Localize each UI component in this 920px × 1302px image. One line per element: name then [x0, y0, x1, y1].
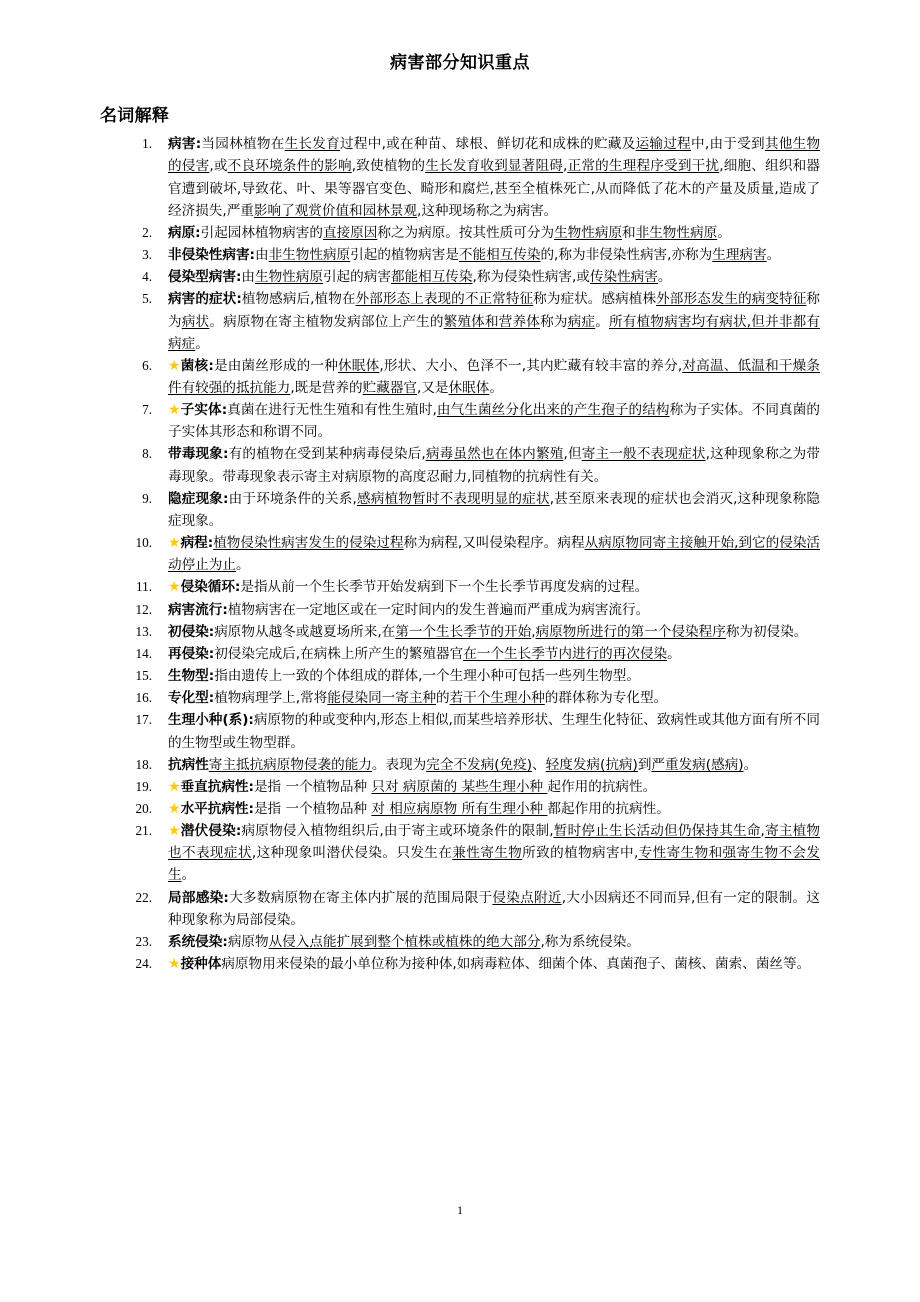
plain-text: 植物病害在一定地区或在一定时间内的发生普遍而严重成为病害流行。	[227, 601, 650, 618]
plain-text: 称之为病原。按其性质可分为	[377, 224, 555, 241]
star-icon: ★	[168, 402, 181, 419]
term-entry	[100, 687, 820, 709]
term-definition	[201, 225, 731, 241]
underlined-text: 其他生物的侵害	[168, 136, 821, 175]
term-definition	[228, 934, 640, 950]
underlined-text: 专性寄生物和强寄生物不会发生	[168, 845, 821, 884]
plain-text: 称为初侵染。	[725, 623, 808, 640]
plain-text: 初侵染完成后,在病株上所产生的繁殖器官	[214, 645, 464, 662]
plain-text: ,或	[209, 158, 228, 175]
term-label: 再侵染:	[168, 645, 215, 662]
term-label: 专化型:	[168, 690, 215, 707]
plain-text: 到	[637, 756, 652, 773]
plain-text: 引起的植物病害是	[350, 247, 459, 264]
term-entry	[100, 576, 820, 598]
underlined-text: 生长发育收到显著阻碍	[425, 158, 564, 175]
plain-text: ,	[563, 158, 568, 175]
term-label: 病害:	[168, 136, 202, 153]
underlined-text: 休眠体	[338, 357, 380, 374]
underlined-text: 能侵染同一寄主种	[327, 690, 437, 707]
underlined-text: 若干个生理小种	[449, 690, 545, 707]
plain-text: 的群体称为专化型。	[544, 690, 668, 707]
plain-text: ,	[760, 823, 765, 840]
plain-text: 称为	[168, 291, 821, 330]
star-icon: ★	[168, 956, 181, 973]
underlined-text: 不良环境条件的影响	[227, 158, 352, 175]
underlined-text: 正常的生理程序受到干扰	[567, 158, 720, 175]
plain-text: 是由菌丝形成的一种	[213, 357, 339, 374]
underlined-text: 暂时停止生长活动但仍保持其生命	[553, 823, 761, 840]
plain-text: 都起作用的抗病性。	[547, 800, 670, 817]
underlined-text: 生理病害	[712, 247, 767, 264]
plain-text: 称为	[540, 313, 568, 330]
underlined-text: 贮藏器官	[362, 380, 418, 397]
term-definition	[240, 579, 648, 595]
term-definition	[254, 801, 670, 817]
plain-text: 称为症状。感病植株	[533, 291, 657, 308]
plain-text: ,这种现象叫潜伏侵染。只发生在	[251, 845, 453, 862]
term-label: 抗病性	[168, 756, 209, 773]
plain-text: ,大小因病还不同而异,但有一定的限制。这种现象称为局部侵染。	[168, 889, 821, 928]
term-entry	[100, 798, 820, 820]
term-entry	[100, 709, 820, 753]
plain-text: ,	[531, 623, 536, 640]
plain-text: 的,称为非侵染性病害,亦称为	[540, 247, 713, 264]
underlined-text: 由气生菌丝分化出来的产生孢子的结构	[436, 402, 670, 419]
plain-text: 真菌在进行无性生殖和有性生殖时,	[227, 402, 437, 419]
plain-text: 。	[195, 335, 209, 352]
underlined-text: 从病原物同寄主接触开始,到它的侵染活动停止为止	[168, 535, 821, 574]
underlined-text: 对 相应病原物 所有生理小种	[371, 800, 548, 817]
plain-text: 起作用的抗病性。	[547, 778, 657, 795]
term-entry	[100, 953, 820, 975]
term-definition	[254, 779, 656, 795]
underlined-text: 侵染点附近	[492, 889, 562, 906]
plain-text: 。	[766, 247, 781, 264]
term-label: 潜伏侵染:	[180, 823, 242, 840]
term-label: 子实体:	[180, 402, 228, 419]
plain-text: 。	[489, 380, 503, 397]
plain-text: 病原物的种或变种内,形态上相似,而某些培养形状、生理生化特征、致病性或其他方面有所不同的生物型或生物型群。	[168, 712, 820, 751]
underlined-text: 传染性病害	[589, 269, 658, 286]
plain-text: 。	[717, 224, 731, 241]
term-entry	[100, 133, 820, 222]
term-definition	[168, 446, 820, 484]
plain-text: 称为病程,又叫侵染程序。病程	[403, 535, 585, 552]
underlined-text: 寄主一般不表现症状	[581, 446, 706, 463]
term-entry	[100, 288, 820, 354]
term-entry	[100, 599, 820, 621]
term-label: 生物型:	[168, 668, 215, 685]
underlined-text: 第一个生长季节的开始	[395, 623, 532, 640]
plain-text: 大多数病原物在寄主体内扩展的范围局限于	[228, 889, 493, 906]
term-definition	[241, 269, 671, 285]
plain-text: 由	[255, 247, 269, 264]
term-entry	[100, 754, 820, 776]
plain-text: ,甚至原来表现的症状也会消灭,这种现象称隐症现象。	[168, 490, 820, 529]
term-label: 病害的症状:	[168, 291, 242, 308]
plain-text: ,致使植物的	[351, 158, 426, 175]
underlined-text: 严重发病(感病)	[651, 756, 744, 773]
plain-text: 植物病理学上,常将	[214, 690, 328, 707]
plain-text: 由	[241, 269, 255, 286]
plain-text: ,既是营养的	[290, 380, 363, 397]
term-entry	[100, 621, 820, 643]
underlined-text: 直接原因	[322, 224, 378, 241]
term-entry	[100, 643, 820, 665]
plain-text: 所致的植物病害中,	[522, 845, 639, 862]
page-number: 1	[457, 1203, 463, 1217]
underlined-text: 非生物性病原	[635, 224, 718, 241]
term-definition	[168, 358, 820, 396]
term-entry	[100, 776, 820, 798]
plain-text: 。	[667, 645, 681, 662]
term-entry	[100, 222, 820, 244]
term-label: 局部感染:	[168, 889, 229, 906]
term-label: 接种体	[180, 956, 222, 973]
underlined-text: 繁殖体和营养体	[443, 313, 541, 330]
term-definition	[214, 646, 681, 662]
plain-text: 病原物用来侵染的最小单位称为接种体,如病毒粒体、细菌个体、真菌孢子、菌核、菌索、菌丝等。	[221, 956, 811, 973]
term-definition	[255, 247, 780, 263]
underlined-text: 休眠体	[448, 380, 490, 397]
plain-text: 是指 一个植物品种	[253, 778, 372, 795]
plain-text: 。病原物在寄主植物发病部位上产生的	[209, 313, 444, 330]
plain-text: ,形状、大小、色泽不一,其内贮藏有较丰富的养分,	[379, 357, 683, 374]
plain-text: ,这种现象称之为带毒现象。带毒现象表示寄主对病原物的高度忍耐力,同植物的抗病性有关。	[168, 446, 821, 485]
underlined-text: 在一个生长季节内进行的再次侵染	[463, 645, 668, 662]
star-icon: ★	[168, 535, 181, 552]
plain-text: 有的植物在受到某种病毒侵染后,	[228, 446, 426, 463]
underlined-text: 只对 病原菌的 某些生理小种	[371, 778, 548, 795]
term-definition	[214, 668, 640, 684]
plain-text: 。	[595, 313, 609, 330]
underlined-text: 病症	[567, 313, 596, 330]
underlined-text: 完全不发病(免疫)	[426, 756, 533, 773]
term-entry	[100, 266, 820, 288]
term-label: 病原:	[168, 224, 201, 241]
term-label: 水平抗病性:	[180, 800, 254, 817]
plain-text: 过程中,或在种苗、球根、鲜切花和成株的贮藏及	[340, 136, 636, 153]
term-entry	[100, 820, 820, 886]
underlined-text: 寄主植物也不表现症状	[168, 823, 821, 862]
plain-text: 和	[622, 224, 636, 241]
term-label: 带毒现象:	[168, 446, 229, 463]
term-definition	[168, 890, 820, 928]
term-entry	[100, 355, 820, 399]
plain-text: 的	[436, 690, 450, 707]
term-label: 病程:	[180, 535, 214, 552]
term-definition	[214, 624, 807, 640]
underlined-text: 所有植物病害均有病状,但并非都有病症	[168, 313, 821, 352]
term-label: 初侵染:	[168, 623, 215, 640]
underlined-text: 生物性病原	[554, 224, 623, 241]
underlined-text: 病状	[181, 313, 210, 330]
plain-text: ,又是	[417, 380, 449, 397]
plain-text: 引起园林植物病害的	[200, 224, 323, 241]
underlined-text: 生长发育	[284, 136, 340, 153]
plain-text: 植物感病后,植物在	[241, 291, 356, 308]
plain-text: ,称为侵染性病害,或	[472, 269, 590, 286]
term-definition	[168, 291, 820, 351]
star-icon: ★	[168, 823, 181, 840]
term-entry	[100, 488, 820, 532]
term-label: 病害流行:	[168, 601, 228, 618]
term-definition	[168, 402, 820, 440]
plain-text: 、	[532, 756, 546, 773]
term-definition	[221, 956, 810, 972]
plain-text: 病原物侵入植物组织后,由于寄主或环境条件的限制,	[241, 823, 554, 840]
plain-text: 。	[181, 867, 196, 884]
star-icon: ★	[168, 778, 181, 795]
star-icon: ★	[168, 579, 181, 596]
underlined-text: 对高温、低温和干燥条件有较强的抵抗能力	[168, 357, 821, 397]
term-entry	[100, 887, 820, 931]
plain-text: 由于环境条件的关系,	[228, 490, 357, 507]
plain-text: 。	[657, 269, 672, 286]
underlined-text: 病原物所进行的第一个侵染程序	[535, 623, 726, 640]
underlined-text: 兼性寄生物	[452, 845, 523, 862]
plain-text: ,这种现场称之为病害。	[417, 202, 558, 219]
plain-text: 中,由于受到	[691, 136, 765, 153]
term-label: 侵染循环:	[180, 579, 241, 596]
term-label: 隐症现象:	[168, 490, 229, 507]
term-label: 生理小种(系):	[168, 712, 254, 729]
plain-text: 是指从前一个生长季节开始发病到下一个生长季节再度发病的过程。	[240, 579, 649, 596]
term-label: 侵染型病害:	[168, 269, 242, 286]
underlined-text: 生物性病原	[255, 269, 323, 286]
plain-text: ,但	[563, 446, 582, 463]
plain-text: ,称为系统侵染。	[540, 933, 640, 950]
underlined-text: 病毒虽然也在体内繁殖	[425, 446, 564, 463]
term-label: 非侵染性病害:	[168, 247, 255, 264]
term-definition	[168, 136, 820, 218]
page-title: 病害部分知识重点	[390, 53, 530, 73]
underlined-text: 非生物性病原	[268, 247, 351, 264]
underlined-text: 外部形态上表现的不正常特征	[355, 291, 534, 308]
term-label: 系统侵染:	[168, 933, 228, 950]
plain-text: 引起的病害	[322, 269, 391, 286]
term-definition	[168, 823, 820, 883]
underlined-text: 不能相互传染	[458, 247, 541, 264]
term-entry	[100, 931, 820, 953]
star-icon: ★	[168, 800, 181, 817]
underlined-text: 运输过程	[635, 136, 691, 153]
term-definition	[228, 602, 649, 618]
plain-text: 。表现为	[371, 756, 427, 773]
underlined-text: 轻度发病(抗病)	[545, 756, 638, 773]
plain-text: 。	[743, 756, 758, 773]
underlined-text: 植物侵染性病害发生的侵染过程	[213, 535, 404, 552]
term-definition	[168, 712, 820, 750]
plain-text: 是指 一个植物品种	[253, 800, 372, 817]
term-entry	[100, 244, 820, 266]
term-definition	[214, 690, 667, 706]
underlined-text: 寄主抵抗病原物侵袭的能力	[208, 756, 372, 773]
underlined-text: 都能相互传染	[390, 269, 473, 286]
plain-text: 称为子实体。不同真菌的子实体其形态和称谓不同。	[168, 402, 821, 441]
term-label: 垂直抗病性:	[180, 778, 254, 795]
plain-text: 病原物	[227, 933, 269, 950]
term-definition	[168, 491, 820, 529]
plain-text: 当园林植物在	[201, 136, 285, 153]
plain-text: 病原物从越冬或越夏场所来,在	[214, 623, 396, 640]
plain-text: 。	[235, 557, 250, 574]
underlined-text: 从侵入点能扩展到整个植株或植株的绝大部分	[268, 933, 541, 950]
term-definition	[168, 535, 820, 573]
underlined-text: 影响了观赏价值和园林景观	[253, 202, 418, 219]
term-entry	[100, 665, 820, 687]
terms-list	[100, 133, 820, 975]
term-entry	[100, 532, 820, 576]
term-definition	[209, 757, 757, 773]
plain-text: ,细胞、组织和器官遭到破坏,导致花、叶、果等器官变色、畸形和腐烂,甚至全植株死亡,从而降低了花木的产量及质量,造成了经济损失,严重	[168, 158, 821, 219]
plain-text: 指由遗传上一致的个体组成的群体,一个生理小种可包括一些列生物型。	[214, 668, 640, 685]
term-entry	[100, 443, 820, 487]
term-label: 菌核:	[180, 357, 214, 374]
term-entry	[100, 399, 820, 443]
underlined-text: 感病植物暂时不表现明显的症状	[356, 490, 550, 507]
star-icon: ★	[168, 357, 181, 374]
underlined-text: 外部形态发生的病变特征	[656, 291, 807, 308]
section-heading-terminology: 名词解释	[100, 105, 170, 126]
